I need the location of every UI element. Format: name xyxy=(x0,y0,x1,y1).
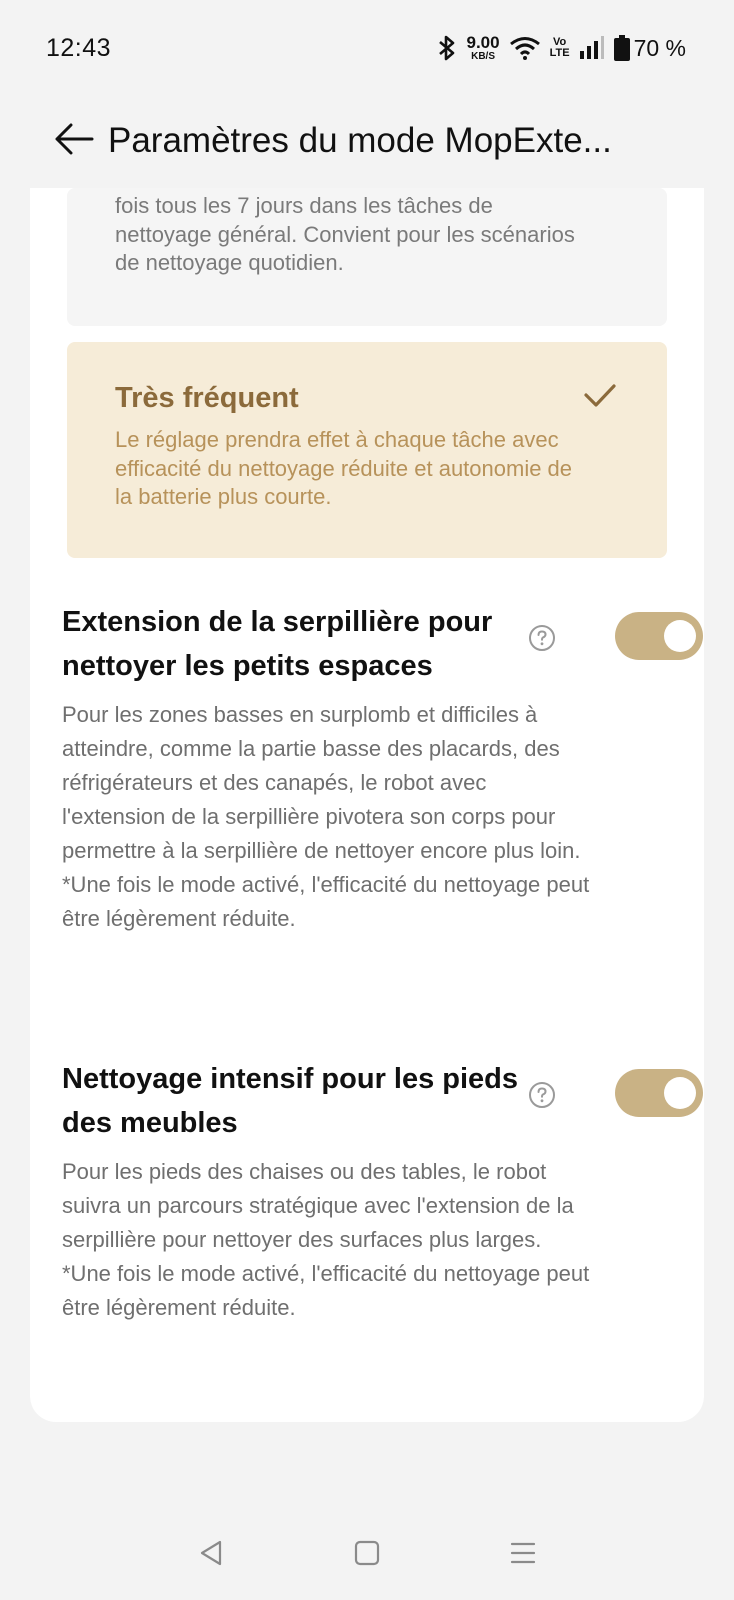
square-home-icon xyxy=(353,1539,381,1572)
system-nav-bar xyxy=(0,1530,734,1580)
setting-furniture-legs-cleaning xyxy=(62,1057,682,1325)
app-bar xyxy=(0,96,734,186)
status-icons xyxy=(436,34,687,62)
network-speed: 9.00 KB/S xyxy=(466,33,500,62)
setting-title: Extension de la serpillière pour nettoyer les petits espaces xyxy=(62,606,493,682)
status-time: 12:43 xyxy=(46,33,112,62)
menu-lines-icon xyxy=(509,1539,537,1572)
nav-menu-button[interactable] xyxy=(503,1535,543,1575)
setting-description: Pour les pieds des chaises ou des tables, le robot suivra un parcours stratégique avec l'extension de la serpillière pour nettoyer des surfaces plus larges. *Une fois le mode activé, l'efficacité du nettoyage peut être légèrement réduite. xyxy=(62,1159,590,1320)
back-button[interactable] xyxy=(52,119,96,163)
check-icon xyxy=(583,382,617,415)
option-previous[interactable] xyxy=(67,188,667,326)
status-bar xyxy=(0,0,734,96)
toggle-knob xyxy=(664,620,696,652)
page-title: Paramètres du mode MopExte... xyxy=(108,121,612,160)
nav-home-button[interactable] xyxy=(347,1535,387,1575)
option-title: Très fréquent xyxy=(115,382,299,414)
battery-icon xyxy=(614,35,630,61)
setting-description: Pour les zones basses en surplomb et difficiles à atteindre, comme la partie basse des placards, des réfrigérateurs et des canapés, le robot avec l'extension de la serpillière pivotera son corps pour permettre à la serpillière de nettoyer encore plus loin. *Une fois le mode activé, l'efficacité du nettoyage peut être légèrement réduite. xyxy=(62,702,590,931)
battery-indicator: 70 % xyxy=(614,35,686,62)
settings-card xyxy=(30,188,704,1422)
setting-mop-extension-small-spaces xyxy=(62,600,682,936)
option-tres-frequent[interactable] xyxy=(67,342,667,558)
toggle-knob xyxy=(664,1077,696,1109)
signal-icon xyxy=(579,36,605,60)
mop-extension-toggle[interactable] xyxy=(615,612,703,660)
arrow-left-icon xyxy=(54,122,94,161)
volte-indicator: Vo LTE xyxy=(549,36,570,59)
triangle-back-icon xyxy=(198,1539,224,1572)
question-circle-icon[interactable] xyxy=(528,1081,556,1114)
setting-title: Nettoyage intensif pour les pieds des meubles xyxy=(62,1063,519,1139)
option-description: Le réglage prendra effet à chaque tâche avec efficacité du nettoyage réduite et autonomie de la batterie plus courte. xyxy=(115,427,573,509)
nav-back-button[interactable] xyxy=(191,1535,231,1575)
option-previous-description: fois tous les 7 jours dans les tâches de nettoyage général. Convient pour les scénarios de nettoyage quotidien. xyxy=(115,193,575,275)
furniture-legs-toggle[interactable] xyxy=(615,1069,703,1117)
bluetooth-icon xyxy=(436,34,458,62)
wifi-icon xyxy=(509,36,541,60)
question-circle-icon[interactable] xyxy=(528,624,556,657)
